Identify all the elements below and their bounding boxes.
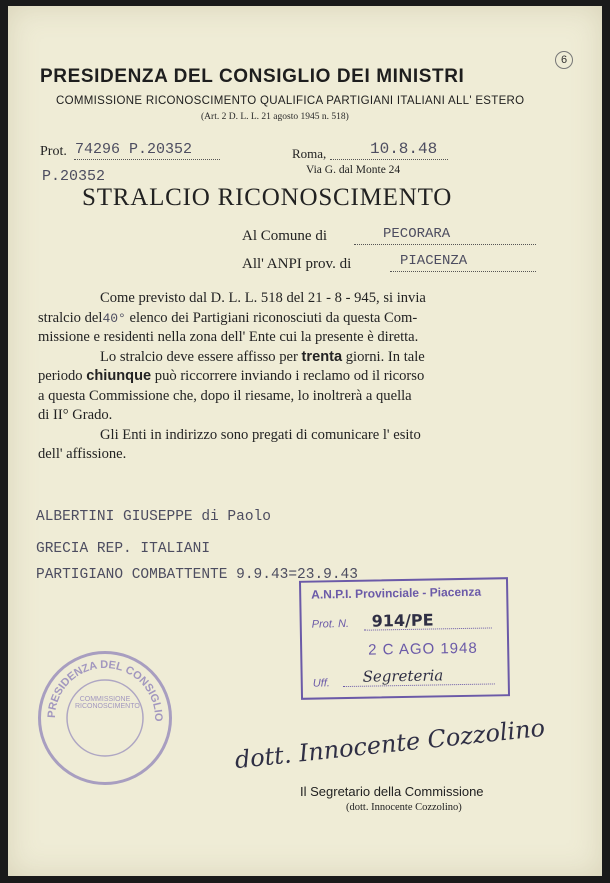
paragraph-1-stralcio: stralcio del xyxy=(38,309,103,326)
paragraph-1-after: elenco dei Partigiani riconosciuti da questa Com- xyxy=(129,309,418,326)
city-label: Roma, xyxy=(292,146,327,161)
paragraph-2-end: giorni. In tale xyxy=(345,348,425,365)
protocol-line xyxy=(74,159,220,160)
anpi-stamp-header: A.N.P.I. Provinciale - Piacenza xyxy=(311,584,482,602)
anpi-stamp-uff-label: Uff. xyxy=(312,677,331,690)
header-title: PRESIDENZA DEL CONSIGLIO DEI MINISTRI xyxy=(40,66,465,87)
paragraph-3-line-1: Gli Enti in indirizzo sono pregati di comunicare l' esito xyxy=(100,426,421,443)
paragraph-2-line-3: a questa Commissione che, dopo il riesame, lo inoltrerà a quella xyxy=(38,387,412,404)
anpi-stamp-date: 2 C AGO 1948 xyxy=(368,639,478,659)
paragraph-2-line-2 xyxy=(38,367,548,387)
paragraph-1-line-2 xyxy=(38,309,548,329)
address: Via G. dal Monte 24 xyxy=(306,164,401,176)
protocol-label: Prot. xyxy=(40,144,67,159)
partisan-name: ALBERTINI GIUSEPPE di Paolo xyxy=(36,509,271,525)
paragraph-2-start: Lo stralcio deve essere affisso per xyxy=(100,348,298,365)
anpi-stamp-prot-value: 914/PE xyxy=(371,610,434,631)
anpi-line xyxy=(390,271,536,272)
paragraph-2-line-1 xyxy=(38,348,548,368)
paragraph-1-line-1: Come previsto dal D. L. L. 518 del 21 - 8 - 945, si invia xyxy=(100,290,426,306)
anpi-stamp-prot-label: Prot. N. xyxy=(311,617,350,631)
bold-chiunque: chiunque xyxy=(86,368,152,384)
protocol-number: 74296 P.20352 xyxy=(75,141,193,158)
partisan-role: PARTIGIANO COMBATTENTE 9.9.43=23.9.43 xyxy=(36,567,358,583)
paragraph-2-rest: può riccorrere inviando i reclamo od il ricorso xyxy=(154,368,425,384)
paragraph-3-line-2: dell' affissione. xyxy=(38,446,127,462)
document-title: STRALCIO RICONOSCIMENTO xyxy=(82,184,453,211)
body-text xyxy=(38,289,548,465)
partisan-formation: GRECIA REP. ITALIANI xyxy=(36,541,211,557)
header-subtitle: COMMISSIONE RICONOSCIMENTO QUALIFICA PARTIGIANI ITALIANI ALL' ESTERO xyxy=(56,95,525,107)
anpi-label: All' ANPI prov. di xyxy=(242,256,352,272)
header-reference: (Art. 2 D. L. L. 21 agosto 1945 n. 518) xyxy=(201,112,349,122)
anpi-stamp xyxy=(299,577,510,700)
round-stamp-ring-text xyxy=(41,654,169,782)
protocol-number-2: P.20352 xyxy=(42,168,106,185)
round-stamp-inner-text: COMMISSIONE RICONOSCIMENTO xyxy=(75,696,140,710)
letter-date: 10.8.48 xyxy=(370,140,438,158)
paragraph-1-line-3: missione e residenti nella zona dell' Ente cui la presente è diretta. xyxy=(38,329,419,345)
commission-round-stamp xyxy=(38,651,172,785)
list-number: 40° xyxy=(102,310,126,326)
anpi-stamp-uff-value: Segreteria xyxy=(362,666,444,686)
comune-value: PECORARA xyxy=(383,226,451,242)
round-stamp-outer-text: PRESIDENZA DEL CONSIGLIO xyxy=(45,658,165,722)
anpi-value: PIACENZA xyxy=(400,253,468,269)
page-number-badge: 6 xyxy=(555,51,573,69)
paragraph-2-line-4: di II° Grado. xyxy=(38,407,113,423)
handwritten-signature: dott. Innocente Cozzolino xyxy=(233,713,547,775)
comune-label: Al Comune di xyxy=(242,228,327,244)
document-page xyxy=(8,6,602,876)
comune-line xyxy=(354,244,536,245)
secretary-name: (dott. Innocente Cozzolino) xyxy=(346,802,462,813)
secretary-title: Il Segretario della Commissione xyxy=(300,784,484,799)
date-line xyxy=(330,159,448,160)
bold-trenta: trenta xyxy=(301,348,343,365)
paragraph-2-periodo: periodo xyxy=(38,368,83,384)
